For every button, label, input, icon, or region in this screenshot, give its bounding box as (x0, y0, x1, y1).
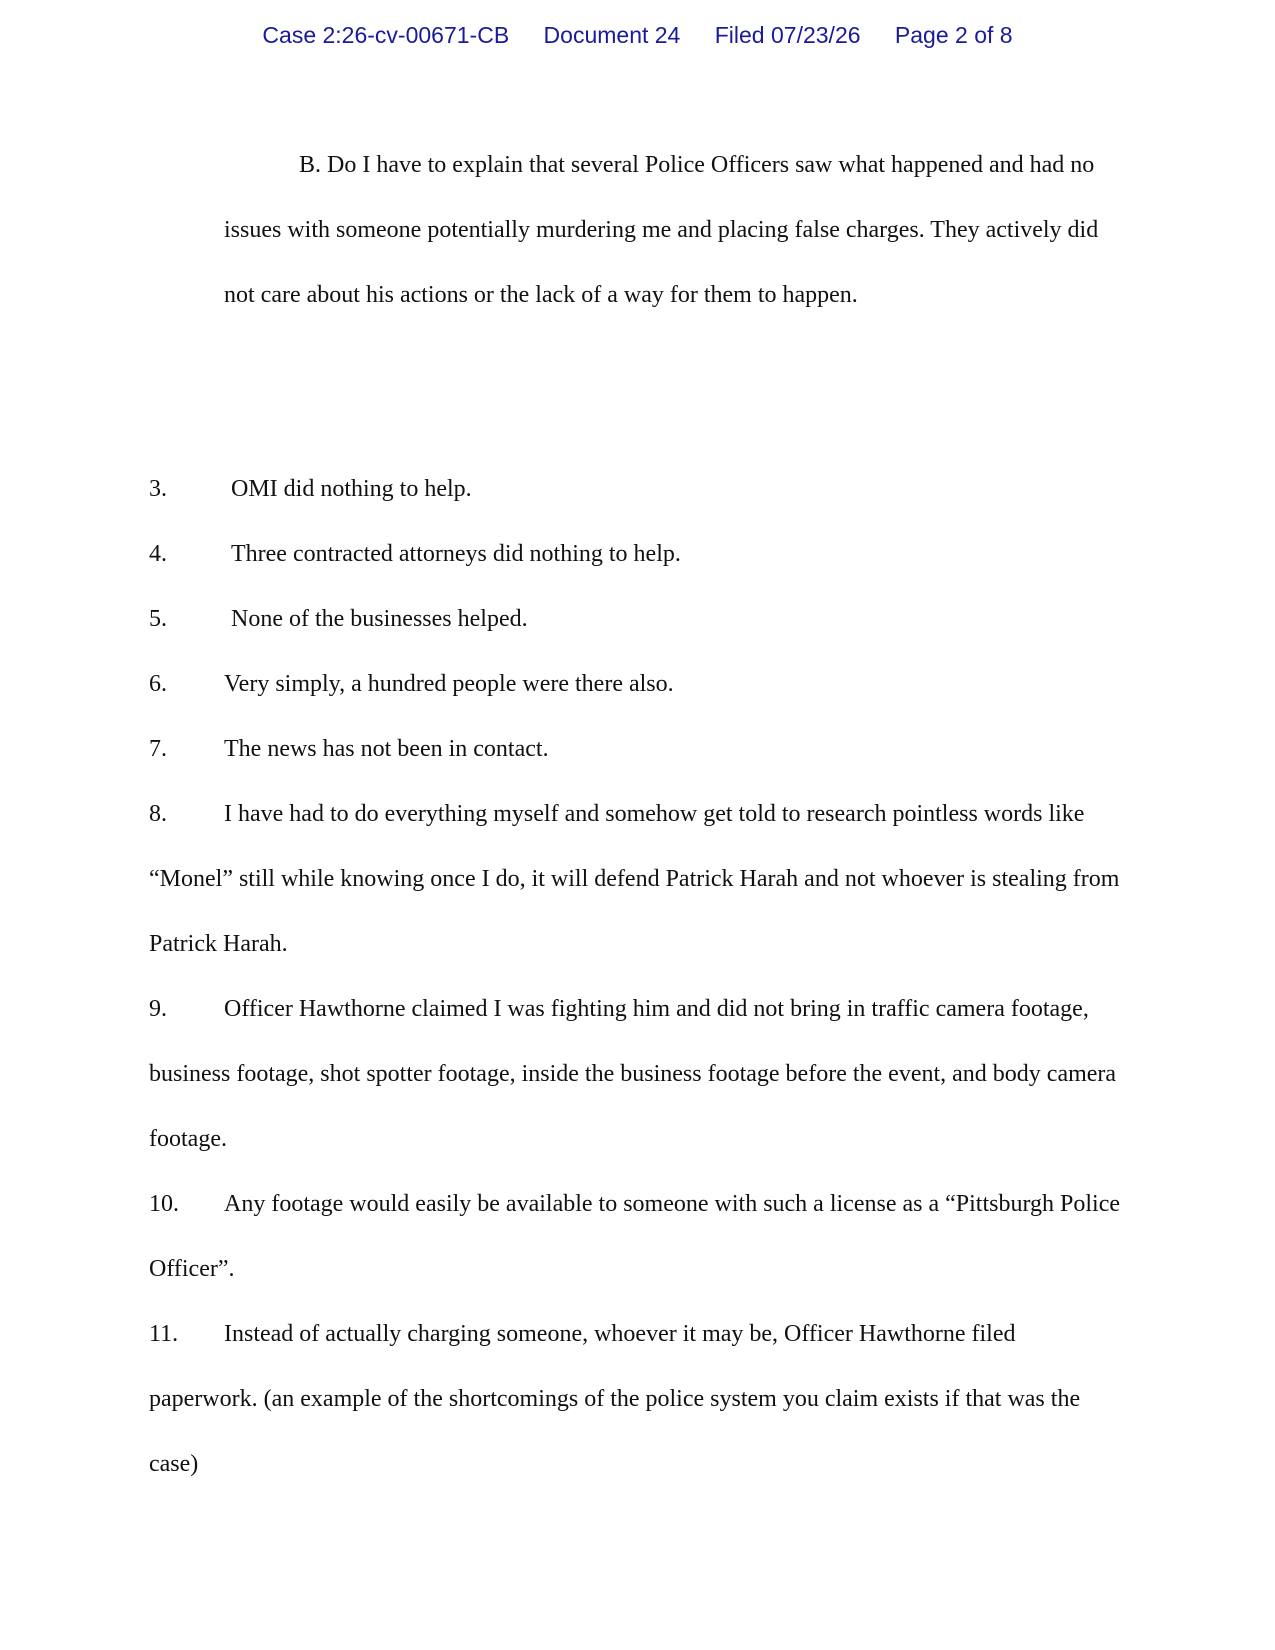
ecf-header (0, 22, 1275, 49)
paragraph-9 (149, 977, 1124, 1172)
page-number: Page 2 of 8 (894, 22, 1013, 48)
paragraph-3 (149, 457, 1124, 522)
paragraph-10 (149, 1172, 1124, 1302)
paragraph-6 (149, 652, 1124, 717)
paragraph-11 (149, 1302, 1124, 1497)
filed-date: Filed 07/23/26 (714, 22, 861, 48)
paragraph-number: 3. (149, 476, 167, 502)
paragraph-text: None of the businesses helped. (231, 606, 528, 632)
paragraph-text: Three contracted attorneys did nothing to help. (231, 541, 681, 567)
case-number: Case 2:26-cv-00671-CB (262, 22, 510, 48)
paragraph-text: I have had to do everything myself and somehow get told to research pointless words like “Monel” still while knowing once I do, it will defend Patrick Harah and not whoever is stealing from Patrick Harah. (149, 801, 1120, 957)
paragraph-number: 5. (149, 606, 167, 632)
paragraph-number: 7. (149, 736, 167, 762)
paragraph-text: Very simply, a hundred people were there also. (224, 671, 674, 697)
paragraph-4 (149, 522, 1124, 587)
subparagraph-b: B. Do I have to explain that several Police Officers saw what happened and had no issues with someone potentially murdering me and placing false charges. They actively did not care about his actions or the lack of a way for them to happen. (224, 152, 1099, 308)
paragraph-text: The news has not been in contact. (224, 736, 549, 762)
paragraph-7 (149, 717, 1124, 782)
paragraph-text: OMI did nothing to help. (231, 476, 472, 502)
document-number: Document 24 (543, 22, 681, 48)
paragraph-8 (149, 782, 1124, 977)
paragraph-number: 6. (149, 671, 167, 697)
paragraph-number: 11. (149, 1321, 179, 1347)
paragraph-text: Instead of actually charging someone, whoever it may be, Officer Hawthorne filed paperwork. (an example of the shortcomings of the police system you claim exists if that was the case) (149, 1321, 1081, 1477)
paragraph-number: 10. (149, 1191, 179, 1217)
paragraph-5 (149, 587, 1124, 652)
paragraph-number: 8. (149, 801, 167, 827)
paragraph-text: Any footage would easily be available to someone with such a license as a “Pittsburgh Police Officer”. (149, 1191, 1121, 1282)
paragraph-text: Officer Hawthorne claimed I was fighting him and did not bring in traffic camera footage, business footage, shot spotter footage, inside the business footage before the event, and body camera footage. (149, 996, 1117, 1152)
numbered-paragraphs (149, 457, 1124, 1497)
paragraph-number: 4. (149, 541, 167, 567)
paragraph-number: 9. (149, 996, 167, 1022)
